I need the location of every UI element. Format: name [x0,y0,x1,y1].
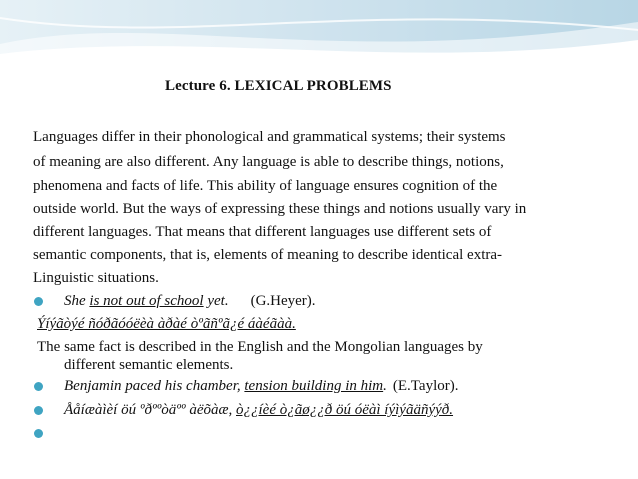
translation-2 [64,401,453,419]
bullet-icon [34,297,43,306]
paragraph-line: outside world. But the ways of expressing these things and notions usually vary in [33,201,527,217]
comment-line: The same fact is described in the English and the Mongolian languages by [37,339,483,355]
paragraph-line: different languages. That means that different languages use different sets of [33,224,492,240]
translation-text: Ååíæàìèí öú ºðººòäºº àëõàæ, [64,402,236,418]
paragraph-line: Languages differ in their phonological and grammatical systems; their systems [33,129,506,145]
bullet-icon [34,406,43,415]
example-underlined-phrase: tension building in him [244,378,384,394]
translation-underlined-phrase: ò¿¿íèé ò¿ãø¿¿ð öú óëàì íýìýãäñýýð. [236,402,454,418]
example-source: (G.Heyer). [250,293,316,309]
paragraph-line: phenomena and facts of life. This ability of language ensures cognition of the [33,178,498,194]
comment-line: different semantic elements. [64,357,234,373]
translation-1: Ýíýãòýé ñóðãóóëèà àðàé òºãñºã¿é áàéãàà. [37,316,296,332]
example-underlined-phrase: is not out of school [89,293,204,309]
example-text: She [64,293,90,309]
bullet-icon [34,429,43,438]
example-sentence-2 [64,377,458,395]
example-source: (E.Taylor). [392,378,459,394]
paragraph-line: semantic components, that is, elements of meaning to describe identical extra- [33,247,503,263]
example-text: Benjamin paced his chamber, [64,378,245,394]
slide-title: Lecture 6. LEXICAL PROBLEMS [165,78,392,94]
example-text: yet. [203,293,229,309]
example-sentence-1 [64,292,316,310]
bullet-icon [34,382,43,391]
example-text: . [383,378,387,394]
paragraph-line: of meaning are also different. Any language is able to describe things, notions, [33,154,504,170]
paragraph-line: Linguistic situations. [33,270,159,286]
